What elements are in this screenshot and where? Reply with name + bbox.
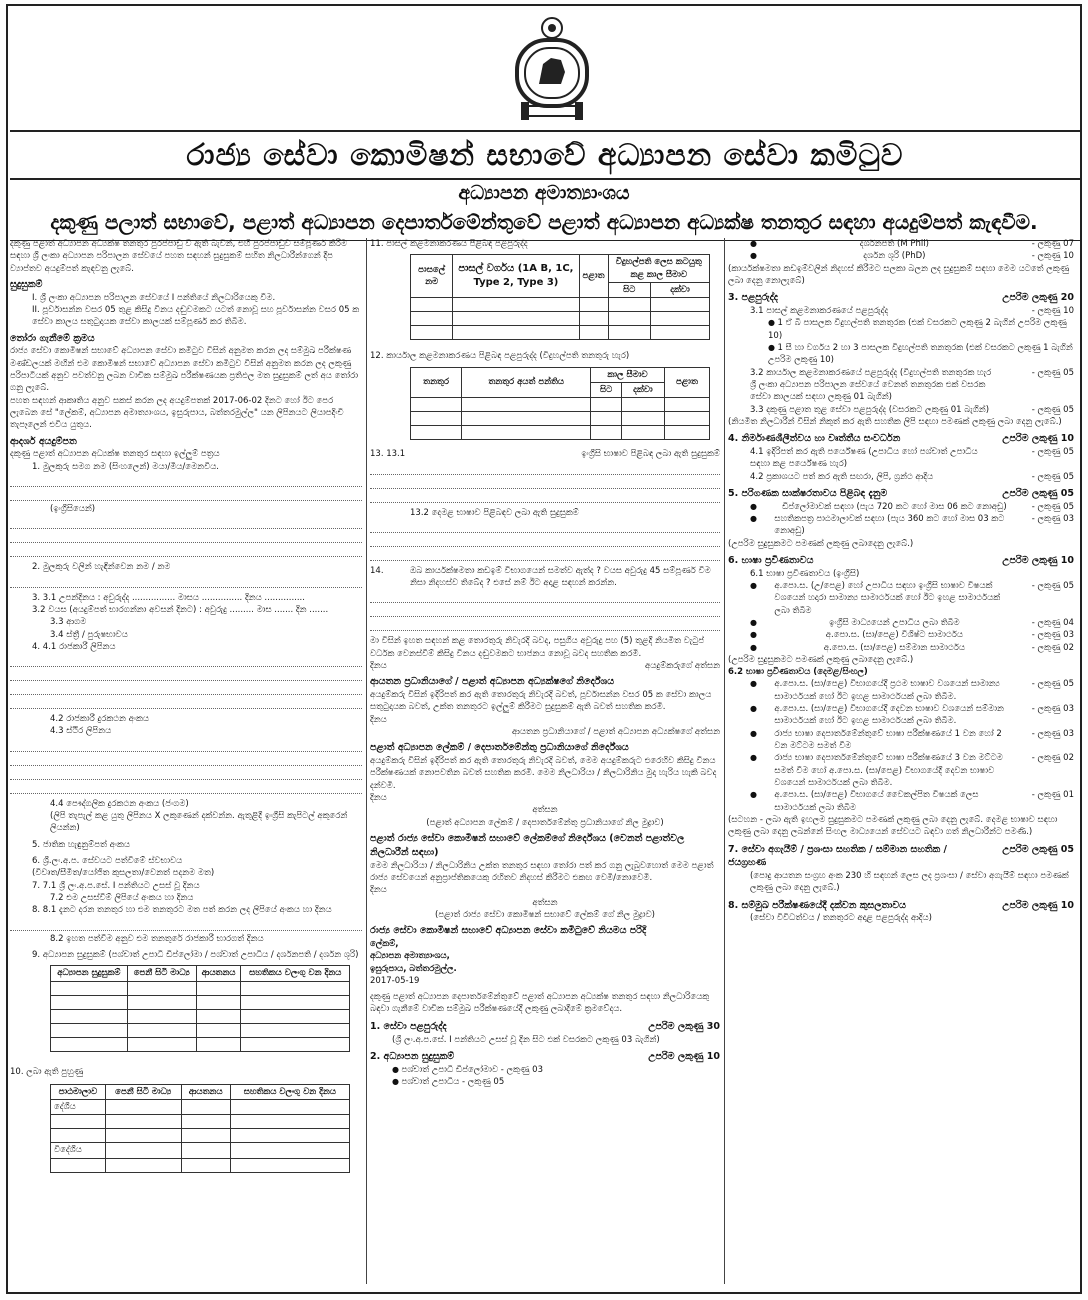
column-1: දකුණු පළාත් අධ්‍යාපන අධ්‍යක්ෂ තනතුර පුරප්පාඩු වී ඇති බැවින්, එහි පුරප්පාඩුව සම්පූර්ණ කිරීම සඳහා ශ්‍රී ලංකා අධ්‍යාපන පරිපාලන සේවයේ පහත සඳහන් සුදුසුකම් සහිත නිලධාරීන්ගෙන් දීප ව්‍යාප්තව අයදුම්පත් කැඳවනු ලැබේ. සුදුසුකම් I. ශ්‍රී ලංකා අධ්‍යාපන පරිපාලන සේවයේ I පන්තියේ නිලධාරියෙකු වීම. II. පූර්වාසන්න වසර 05 තුළ කිසිදු විනය දඬුවමකට යටත් නොවූ සහ පූර්වාසන්න වසර 05 ක සේවා කාලය සතුටුදායක සේවා කාලයක් සම්පූර්ණ කර තිබීම. තෝරා ගැනීමේ ක්‍රමය රාජ්‍ය සේවා කොමිෂන් සභාවේ අධ්‍යාපන සේවා කමිටුව විසින් අනුමත කරන ලද සම්මුඛ පරීක්ෂණ මණ්ඩලයක් මඟින් එම කොමිෂන් සභාවේ අධ්‍යාපන සේවා කමිටුව විසින් අනුමත කරන ලද ලකුණු පරිපාටියක් අනුව පවත්වනු ලබන වාචික සම්මුඛ පරීක්ෂණයක ප්‍රතිඵල මත සුදුසුකම් ලත් අය තෝරා ගනු ලැබේ. පහත සඳහන් ආකෘතිය අනුව සකස් කරන ලද අයදුම්පතක් 2017-06-02 දිනට හෝ ඊට පෙර ලැබෙන සේ "ලේකම්, අධ්‍යාපන අමාත්‍යාංශය, ඉසුරුපාය, බත්තරමුල්ල" යන ලිපිනයට ලියාපදිංචි තැපෑලෙන් එවිය යුතුය. ආදර්ශ අයදුම්පත දකුණු පළාත් අධ්‍යාපන අධ්‍යක්ෂ තනතුර සඳහා ඉල්ලුම් පත්‍රය 1. මුලකුරු සමග නම (සිංහලෙන්) මයා/මිය/මෙනවිය. (ඉංග්‍රීසියෙන්) 2. මුලකුරු වලින් හැඳින්වෙන නම / නම 3. 3.1 උපන්දිනය : අවුරුද්ද ................ මාසය ............... දිනය ............... 3.2 වයස (අයදුම්පත් භාරගන්නා අවසන් දිනට) : අවුරුදු ......... මාස ....... දින ....... 3.3 ආගම 3.4 ස්ත්‍රී / පුරුෂභාවය 4. 4.1 රාජකාරී ලිපිනය 4.2 රාජකාරී දුරකථන අංකය 4.3 ස්ථිර ලිපිනය 4.4 පෞද්ගලික දුරකථන අංකය (ජංගම) (ලිපි තැපැල් කළ යුතු ලිපිනය X ලකුණෙන් දක්වන්න. ඇතුළිදී ඉංග්‍රීසි කැපිටල් අකුරෙන් ලියන්න) 5. ජාතික හැඳුනුම්පත් අංකය 6. ශ්‍රී.ලං.අ.ප. සේවයට පත්වීමේ ස්වභාවය (විවෘත/සීමිත/යෝජිත කුසලතා/වෙනත් පදනම මත) 7. 7.1 ශ්‍රී ලං.අ.ප.සේ. I පන්තියට උසස් වූ දිනය 7.2 එම උසස්වීම් ලිපියේ අංකය හා දිනය 8. 8.1 දැනට දරන තනතුර හා එම තනතුරට මත පත් කරන ලද ලිපියේ අංකය හා දිනය 8.2 ඉහත පත්වීම අනුව එම තනතුරේ රාජකාරී භාරගත් දිනය 9. අධ්‍යාපන සුදුසුකම් (පශ්චාත් උපාධි ඩිප්ලෝමා / පශ්චාත් උපාධිය / දර්ශනපති / දර්ශන ශූරි) අධ්‍යාපන සුදුසුකම් පෙනී සිටි මාධ්‍ය ආයතනය සහතිකය වලංගු වන දිනය 10. ලබා ඇති පුහුණු පාඨමාලාව පෙනී සිටි මාධ්‍ය ආයතනය සහතිකය වලංගු වන දිනය දේශීය විදේශීය (10, 238, 362, 1286)
marking-intro: දකුණු පළාත් අධ්‍යාපන දෙපාර්තමේන්තුවේ පළාත් අධ්‍යාපන අධ්‍යක්ෂ තනතුර සඳහා නිලධාරියෙකු බඳවා ගැනීමේ වාචික සම්මුඛ පරීක්ෂණයේදී ලකුණු ලබාදීමේ ක්‍රමවේදය. (370, 992, 710, 1015)
marking-item: ● දර්ශන ශූරි (PhD) (863, 251, 926, 262)
form-field-label: ස්ත්‍රී / පුරුෂභාවය (66, 629, 128, 640)
form-field-label: අධ්‍යාපන සුදුසුකම් (පශ්චාත් උපාධි ඩිප්ලෝමා / පශ්චාත් උපාධිය / දර්ශනපති / දර්ශන ශූරි) (42, 949, 359, 960)
marks-value: - ලකුණු 10 (1031, 251, 1074, 262)
marking-section: 8. සම්මුඛ පරීක්ෂණයේදී දක්වන කුසලතාවය (728, 899, 907, 911)
marking-section: 5. පරිගණක සාක්ෂරතාවය පිළිබඳ දැනුම (728, 487, 888, 499)
page-subtitle: දකුණු පලාත් සභාවේ, පළාත් අධ්‍යාපන දෙපාර්තමේන්තුවේ පළාත් අධ්‍යාපන අධ්‍යක්ෂ තනතුර සඳහා අයදුම්පත් කැඳවීම. (50, 210, 1038, 234)
table-header: සිට (608, 282, 651, 297)
date-label: දිනය (370, 661, 387, 672)
table-header: පෙනී සිටි මාධ්‍ය (127, 966, 196, 981)
marking-item: 3.2 කාර්යාල කළමනාකරණයේ පළපුරුද්ද (විදුහල්පති තනතුරක හැර ශ්‍රී ලංකා අධ්‍යාපන පරිපාලන සේවයේ වෙනත් තනතුරක එක් වසරක සේවා කාලයක් සඳහා ලකුණු 01 බැගින්) (750, 367, 992, 403)
section-heading: පළාත් අධ්‍යාපන ලේකම් / දෙපාර්තමේන්තු ප්‍රධානියාගේ නිර්දේශය (370, 742, 629, 754)
max-marks: උපරිම ලකුණු 10 (1002, 433, 1074, 445)
list-number: I. (32, 292, 40, 303)
marking-item: ● ඉංග්‍රීසි මාධ්‍යයෙන් උපාධිය ලබා තිබීම (829, 617, 960, 628)
table-header: සහතිකය වලංගු වන දිනය (241, 966, 350, 981)
marking-section: 2. අධ්‍යාපන සුදුසුකම් (370, 1050, 455, 1062)
marks-value: - ලකුණු 05 (1031, 471, 1074, 482)
table-header: සිට (591, 382, 622, 397)
marking-item: 3.1 පාසල් කළමනාකරණයේ පළපුරුද්ද (750, 306, 889, 317)
marks-value: - ලකුණු 07 (1031, 239, 1074, 249)
order-text: රාජ්‍ය සේවා කොමිෂන් සභාවේ අධ්‍යාපන සේවා කමිටුවේ නියමය පරිදි (370, 925, 647, 937)
form-field-label: ජාතික හැඳුනුම්පත් අංකය (42, 839, 131, 850)
form-intro: දකුණු පළාත් අධ්‍යාපන අධ්‍යක්ෂ තනතුර සඳහා ඉල්ලුම් පත්‍රය (10, 449, 220, 460)
column-3 (728, 238, 1074, 1286)
table-header: ආයතනය (196, 966, 241, 981)
marking-note: (නියමිත නිලධාරීන් විසින් නිකුත් කර ඇති සහතික ලිපි සඳහා පමණක් ලකුණු ලබා දෙනු ලැබේ.) (728, 416, 1062, 427)
table-header: සහතිකය වලංගු වන දිනය (230, 1084, 349, 1099)
marking-item: ● රාජ්‍ය භාෂා දෙපාර්තමේන්තුවේ භාෂා පරීක්ෂණයේ 3 වන මට්ටම සමත් වීම හෝ අ.පො.ස. (සා/පෙළ) විභාගයේදී දෙවන භාෂාව වශයෙන් සාමාර්ථයක් ලබා තිබීම. (774, 753, 1003, 788)
max-marks: උපරිම ලකුණු 10 (1002, 899, 1074, 911)
intro-text: දකුණු පළාත් අධ්‍යාපන අධ්‍යක්ෂ තනතුර පුරප්පාඩු වී ඇති බැවින්, එහි පුරප්පාඩුව සම්පූර්ණ කිරීම සඳහා ශ්‍රී ලංකා අධ්‍යාපන පරිපාලන සේවයේ පහත සඳහන් සුදුසුකම් සහිත නිලධාරීන්ගෙන් දීප ව්‍යාප්තව අයදුම්පත් කැඳවනු ලැබේ. (10, 239, 347, 274)
marking-section: 6. භාෂා ප්‍රවීණතාවය (728, 554, 814, 566)
max-marks: උපරිම ලකුණු 10 (648, 1050, 720, 1062)
table-header: පාඨමාලාව (51, 1084, 106, 1099)
section-heading: පළාත් රාජ්‍ය සේවා කොමිෂන් සභාවේ ලේකම්ගේ නිර්දේශය (වෙනත් පළාත්වල නිලධාරීන් සඳහා) (370, 833, 685, 858)
marks-value: - ලකුණු 05 (1031, 501, 1074, 512)
signer-date: 2017-05-19 (370, 975, 420, 986)
max-marks: උපරිම ලකුණු 05 (1002, 843, 1074, 855)
selection-text: රාජ්‍ය සේවා කොමිෂන් සභාවේ අධ්‍යාපන සේවා කමිටුව විසින් අනුමත කරන ලද සම්මුඛ පරීක්ෂණ මණ්ඩලයක් මඟින් එම කොමිෂන් සභාවේ අධ්‍යාපන සේවා කමිටුව විසින් අනුමත කරන ලද ලකුණු පරිපාටියක් අනුව පවත්වනු ලබන වාචික සම්මුඛ පරීක්ෂණයක ප්‍රතිඵල මත සුදුසුකම් ලත් අය තෝරා ගනු ලැබේ. (10, 346, 358, 394)
form-field-label: 13.2 දෙමළ භාෂාව පිළිබඳව ලබා ඇති සුදුසුකම් (410, 507, 579, 518)
seal-label: (පළාත් රාජ්‍ය සේවා කොමිෂන් සභාවේ ලේකම් ගේ නිල මුද්‍රාව) (435, 909, 655, 920)
form-field-label: ඉහත පත්වීම අනුව එම තනතුරේ රාජකාරී භාරගත් දිනය (66, 933, 264, 944)
form-field-label: ස්ථිර ලිපිනය (66, 726, 112, 737)
max-marks: උපරිම ලකුණු 10 (1002, 554, 1074, 566)
marks-value: - ලකුණු 05 (1031, 679, 1074, 690)
table-header: විදුහල්පති ලෙස කටයුතු කළ කාල සීමාව (608, 255, 710, 283)
form-field-label: ආගම (66, 617, 87, 628)
marking-item: ● 1 ඒ බී පාසලක විදුහල්පති තනතුරක (එක් වසරකට ලකුණු 2 බැගින් උපරිම ලකුණු 10) (728, 317, 1074, 342)
form-field-label: පාසල් කළමනාකරණය පිළිබඳ පළපුරුද්ද (386, 239, 528, 249)
training-table (50, 1084, 350, 1173)
form-field-label: (ඉංග්‍රීසියෙන්) (50, 503, 96, 514)
table-header: තනතුර (411, 367, 462, 398)
marks-value: - ලකුණු 05 (1031, 580, 1074, 591)
declaration-text: මා විසින් ඉහත සඳහන් කළ තොරතුරු නිවැරදි බවද, පසුගිය අවුරුදු පහ (5) තුළදී නියමිත වැටුප් වර්ධක වෙනස්වීම් කිසිදු විනය දඬුවමකට භාජනය නොවූ බවද සහතික කරමි. (370, 636, 705, 659)
recommendation-text: මෙම නිලධාරියා / නිලධාරිනිය උක්ත තනතුර සඳහා තෝරා පත් කර ගනු ලැබුවහොත් මෙම පළාත් රාජ්‍ය සේවයෙන් අනුප්‍රාප්තිකයෙකු රහිතව නිදහස් කිරීමට එකඟ වෙමි/නොවෙමි. (370, 860, 714, 883)
signature-label: අයදුම්කරුගේ අත්සන (645, 661, 720, 672)
recommendation-text: අයදුම්කරු විසින් ඉදිරිපත් කර ඇති තොරතුරු නිවැරදි බවත්, පූර්වාසන්න වසර 05 ක සේවා කාලය සතුටුදායක බවත්, උක්ත තනතුරට ඉල්ලුම් කිරීමට සුදුසුකම් ඇති බවත් සහතික කරමි. (370, 690, 712, 713)
marking-item: ● රාජ්‍ය භාෂා දෙපාර්තමේන්තුවේ භාෂා පරීක්ෂණයේ 1 වන හෝ 2 වන මට්ටම සමත් වීම (774, 728, 1002, 751)
marking-item: ● අ.පො.ස. (සා/පෙළ) සම්මාන සාමාර්ථය (823, 642, 965, 653)
marking-item: ● අ.පො.ස. (සා/පෙළ) විභාගයේ වෛකල්පිත විෂයක් ලෙස සාමාර්ථයක් ලබා තිබීම (774, 790, 979, 813)
marking-item: ● අ.පො.ස. (සා/පෙළ) විභාගයේදී දෙවන භාෂාව වශයෙන් සම්මාන සාමාර්ථයක් හෝ ඊට ඉහළ සාමාර්ථයක් ලබා තිබීම. (774, 704, 1004, 727)
signer-address: ඉසුරුපාය, බත්තරමුල්ල. (370, 963, 457, 974)
form-note: (ලිපි තැපැල් කළ යුතු ලිපිනය X ලකුණෙන් දක්වන්න. ඇතුළිදී ඉංග්‍රීසි කැපිටල් අකුරෙන් ලියන්න) (50, 811, 348, 834)
marking-item: 3.3 දකුණු පළාත තුළ සේවා පළපුරුද්ද (වසරකට ලකුණු 01 බැගින්) (750, 404, 990, 415)
seal-label: (පළාත් අධ්‍යාපන ලේකම් / දෙපාර්තමේන්තු ප්‍රධානියාගේ නිල මුද්‍රාව) (426, 817, 664, 828)
table-header: පෙනී සිටි මාධ්‍ය (105, 1084, 181, 1099)
apply-text: පහත සඳහන් ආකෘතිය අනුව සකස් කරන ලද අයදුම්පතක් 2017-06-02 දිනට හෝ ඊට පෙර ලැබෙන සේ "ලේකම්, අධ්‍යාපන අමාත්‍යාංශය, ඉසුරුපාය, බත්තරමුල්ල" යන ලිපිනයට ලියාපදිංචි තැපෑලෙන් එවිය යුතුය. (10, 395, 344, 431)
marking-note: (උපරිම සුදුසුකමට පමණක් ලකුණු ලබාදෙනු ලැබේ.) (728, 538, 914, 549)
column-divider (366, 238, 367, 1284)
list-number: II. (32, 305, 43, 316)
form-field-label: ශ්‍රී ලං.අ.ප.සේ. I පන්තියට උසස් වූ දිනය (59, 880, 200, 891)
marking-item: ● සහතිකපත්‍ර පාඨමාලාවක් සඳහා (පැය 360 කට හෝ මාස 03 කට නොඅඩු) (774, 513, 1005, 537)
form-field-label: ලබා ඇති පුහුණු (26, 1066, 84, 1077)
recommendation-text: අයදුම්කරු විසින් ඉදිරිපත් කර ඇති තොරතුරු නිවැරදි බවත්, මෙම අයදුම්කරුට එරෙහිව කිසිදු විනය පරීක්ෂණයක් නොපවතින බවත් සහතික කරමි. මෙම නිලධාරියා / නිලධාරිනිය මුදා හැරිය හැකි බවද දන්වමි. (370, 756, 717, 791)
marks-value: - ලකුණු 02 (1031, 642, 1074, 653)
marking-item: ● අ.පො.ස. (සා/පෙළ) විශිෂ්ට සාමාර්ථය (825, 630, 963, 641)
form-field-label: වයස (අයදුම්පත් භාරගන්නා අවසන් දිනට) : අවුරුදු ......... මාස ....... දින ....... (48, 604, 329, 615)
marking-note: (සටහන - ලබා ඇති ඉහලම සුදුසුකමට පමණක් ලකුණු ලබා දෙනු ලැබේ. දෙමළ භාෂාව සඳහා ලකුණු ලබා දෙනු ලබන්නේ සිංහල මාධ්‍යයෙන් සේවයට බඳවා ගත් නිලධාරීන්ට පමණි.) (728, 814, 1058, 838)
signature-label: ආයතන ප්‍රධානියාගේ / පළාත් අධ්‍යාපන අධ්‍යක්ෂගේ අත්සන (512, 727, 720, 738)
form-field-label: උපන්දිනය : අවුරුද්ද ................ මාසය ............... දිනය ............... (59, 592, 305, 603)
form-field-label: ඔබ කාර්යක්ෂමතා කඩඉම් විභාගයෙන් සමත්ව ඇත්ද ? වයස අවුරුදු 45 සම්පූර්ණ වීම නිසා නිදහස්ව තිබේද ? එසේ නම් ඊට අදාළ සඳහන් කරන්න. (410, 565, 711, 589)
marks-value: - ලකුණු 05 (1031, 404, 1074, 415)
form-field-label: ඉංග්‍රීසි භාෂාව පිළිබඳ ලබා ඇති සුදුසුකම් (581, 449, 720, 460)
marking-item: 4.1 ඉදිරිපත් කර ඇති පර්යේෂණ (උපාධිය හෝ පශ්චාත් උපාධිය සඳහා කළ පර්යේෂණ හැර) (750, 446, 978, 470)
marks-value: - ලකුණු 03 (500, 1064, 543, 1075)
marking-item: 4.2 ප්‍රකාශයට පත් කර ඇති සඟරා, ලිපි, ග්‍රන්ථ ආදිය (750, 471, 934, 482)
table-header: ආයතනය (181, 1084, 230, 1099)
marks-value: - ලකුණු 03 (1031, 630, 1074, 641)
table-cell: දේශීය (51, 1100, 106, 1115)
marking-item: ● අ.පො.ස. (සා/පෙළ) විභාගයේදී ප්‍රථම භාෂාව වශයෙන් සාමාන්‍ය සාමාර්ථයක් හෝ ඊට ඉහළ සාමාර්ථයක් ලබා තිබීම. (774, 679, 1000, 702)
marks-value: - ලකුණු 02 (1031, 753, 1074, 764)
ministry-name: අධ්‍යාපන අමාත්‍යාංශය (458, 182, 630, 204)
table-header: පාසලේ නම (411, 255, 453, 298)
form-field-label: පෞද්ගලික දුරකථන අංකය (ජංගම) (66, 798, 189, 809)
marks-value: - ලකුණු 05 (1031, 446, 1074, 457)
marking-item: ● දර්ශනපති (M Phil) (859, 239, 929, 249)
marking-note: (පොදු ආයතන සංග්‍රහ අංක 230 හි සඳහන් ලෙස ලද ප්‍රශංසා / සේවා අගැයීම් සඳහා පමණක් ලකුණු ලබා දෙනු ලැබේ.) (750, 871, 1069, 894)
marking-item: ● අ.පො.ස. (උ/පෙළ) හෝ උපාධිය සඳහා ඉංග්‍රීසි භාෂාව විෂයක් වශයෙන් හදාරා සාමාන්‍ය සාමාර්ථයක් හෝ ඊට ඉහළ සාමාර්ථයක් ලබා තිබීම (774, 580, 1001, 616)
marking-note: (ශ්‍රී ලං.අ.ප.සේ. I පන්තියට උසස් වූ දින සිට එක් වසරකට ලකුණු 03 බැගින්) (392, 1034, 660, 1045)
max-marks: උපරිම ලකුණු 05 (1002, 487, 1074, 499)
date-label: දිනය (370, 714, 387, 725)
marks-value: - ලකුණු 05 (462, 1076, 505, 1087)
marks-value: - ලකුණු 05 (1031, 367, 1074, 378)
marking-item: ● 1 සී හා වර්ගය 2 හා 3 පාසලක විදුහල්පති තනතුරක (එක් වසරකට ලකුණු 1 බැගින් උපරිම ලකුණු 10) (728, 342, 1074, 367)
marks-value: - ලකුණු 04 (1031, 617, 1074, 628)
marking-section: 3. පළපුරුද්ද (728, 292, 779, 304)
form-field-label: එම උසස්වීම් ලිපියේ අංකය හා දිනය (66, 892, 194, 903)
table-header: දක්වා (622, 382, 665, 397)
form-field-label: කාර්යාල කළමනාකරණය පිළිබඳ පළපුරුද්ද (විදුහල්පති තනතුරු හැර) (386, 351, 630, 362)
table-header: අධ්‍යාපන සුදුසුකම් (51, 966, 128, 981)
date-label: දිනය (370, 793, 387, 804)
qualifications-table (50, 965, 350, 1051)
table-header: දක්වා (651, 282, 710, 297)
marks-value: - ලකුණු 01 (1031, 790, 1074, 801)
form-field-label: රාජකාරී දුරකථන අංකය (66, 714, 150, 725)
section-heading: සුදුසුකම් (10, 278, 43, 290)
marking-note: (සේවා විවිධත්වය / තනතුරට අදාළ පළපුරුද්ද ආදිය) (750, 913, 932, 924)
qualification-item: පූර්වාසන්න වසර 05 තුළ කිසිදු විනය දඬුවමකට යටත් නොවූ සහ පූර්වාසන්න වසර 05 ක සේවා කාලය සතුටුදායක සේවා කාලයක් සම්පූර්ණ කර තිබීම. (32, 305, 360, 328)
marks-value: - ලකුණු 03 (1031, 704, 1074, 715)
form-field-label: දැනට දරන තනතුර හා එම තනතුරට මත පත් කරන ලද ලිපියේ අංකය හා දිනය (59, 905, 332, 916)
school-experience-table (410, 254, 710, 340)
signer-office: අධ්‍යාපන අමාත්‍යාංශය, (370, 951, 450, 962)
section-heading: ආයතන ප්‍රධානියාගේ / පළාත් අධ්‍යාපන අධ්‍යක්ෂගේ නිර්දේශය (370, 676, 615, 688)
marking-item: පශ්චාත් උපාධිය (401, 1076, 460, 1087)
marks-value: - ලකුණු 03 (1031, 513, 1074, 524)
table-header: තනතුර අයත් පන්තිය (462, 367, 591, 398)
table-header: පාසල් වර්ගය (1A B, 1C, Type 2, Type 3) (453, 255, 579, 298)
marking-subsection: 6.1 භාෂා ප්‍රවීණතාවය (ඉංග්‍රීසි) (750, 568, 860, 579)
marking-note: (උපරිම සුදුසුකමට පමණක් ලකුණු ලබාදෙනු ලැබේ.) (728, 654, 914, 665)
max-marks: උපරිම ලකුණු 20 (1002, 292, 1074, 304)
form-field-label: ශ්‍රී.ලං.අ.ප. සේවයට පත්වීමේ ස්වභාවය (42, 856, 183, 867)
form-note: (විවෘත/සීමිත/යෝජිත කුසලතා/වෙනත් පදනම මත) (32, 868, 215, 879)
date-label: දිනය (370, 885, 387, 896)
table-cell: විදේශීය (51, 1143, 106, 1158)
form-field-label: රාජකාරී ලිපිනය (59, 641, 116, 652)
column-2: 11. පාසල් කළමනාකරණය පිළිබඳ පළපුරුද්ද පාසලේ නම පාසල් වර්ගය (1A B, 1C, Type 2, Type 3) පළාත විදුහල්පති ලෙස කටයුතු කළ කාල සීමාව සිට දක්වා 12. කාර්යාල කළමනාකරණය පිළිබඳ පළපුරුද්ද (විදුහල්පති තනතුරු හැර) තනතුර තනතුර අයත් පන්තිය කාල සීමාව පළාත සිට දක්වා 13. 13.1 ඉංග්‍රීසි භාෂාව පිළිබඳ ලබා ඇති සුදුසුකම් 13.2 දෙමළ භාෂාව පිළිබඳව ලබා ඇති සුදුසුකම් 14. ඔබ කාර්යක්ෂමතා කඩඉම් විභාගයෙන් සමත්ව ඇත්ද ? වයස අවුරුදු 45 සම්පූර්ණ වීම නිසා නිදහස්ව තිබේද ? එසේ නම් ඊට අදාළ සඳහන් කරන්න. මා විසින් ඉහත සඳහන් කළ තොරතුරු නිවැරදි බවද, පසුගිය අවුරුදු පහ (5) තුළදී නියමිත වැටුප් වර්ධක වෙනස්වීම් කිසිදු විනය දඬුවමකට භාජනය නොවූ බවද සහතික කරමි. දිනය අයදුම්කරුගේ අත්සන ආයතන ප්‍රධානියාගේ / පළාත් අධ්‍යාපන අධ්‍යක්ෂගේ නිර්දේශය අයදුම්කරු විසින් ඉදිරිපත් කර ඇති තොරතුරු නිවැරදි බවත්, පූර්වාසන්න වසර 05 ක සේවා කාලය සතුටුදායක බවත්, උක්ත තනතුරට ඉල්ලුම් කිරීමට සුදුසුකම් ඇති බවත් සහතික කරමි. දිනය ආයතන ප්‍රධානියාගේ / පළාත් අධ්‍යාපන අධ්‍යක්ෂගේ අත්සන පළාත් අධ්‍යාපන ලේකම් / දෙපාර්තමේන්තු ප්‍රධානියාගේ නිර්දේශය අයදුම්කරු විසින් ඉදිරිපත් කර ඇති තොරතුරු නිවැරදි බවත්, මෙම අයදුම්කරුට එරෙහිව කිසිදු විනය පරීක්ෂණයක් නොපවතින බවත් සහතික කරමි. මෙම නිලධාරියා / නිලධාරිනිය මුදා හැරිය හැකි බවද දන්වමි. දිනය අත්සන (පළාත් අධ්‍යාපන ලේකම් / දෙපාර්තමේන්තු ප්‍රධානියාගේ නිල මුද්‍රාව) පළාත් රාජ්‍ය සේවා කොමිෂන් සභාවේ ලේකම්ගේ නිර්දේශය (වෙනත් පළාත්වල නිලධාරීන් සඳහා) මෙම නිලධාරියා / නිලධාරිනිය උක්ත තනතුර සඳහා තෝරා පත් කර ගනු ලැබුවහොත් මෙම පළාත් රාජ්‍ය සේවයෙන් අනුප්‍රාප්තිකයෙකු රහිතව නිදහස් කිරීමට එකඟ වෙමි/නොවෙමි. දිනය අත්සන (පළාත් රාජ්‍ය සේවා කොමිෂන් සභාවේ ලේකම් ගේ නිල මුද්‍රාව) රාජ්‍ය සේවා කොමිෂන් සභාවේ අධ්‍යාපන සේවා කමිටුවේ නියමය පරිදි ලේකම්, අධ්‍යාපන අමාත්‍යාංශය, ඉසුරුපාය, බත්තරමුල්ල. 2017-05-19 දකුණු පළාත් අධ්‍යාපන දෙපාර්තමේන්තුවේ පළාත් අධ්‍යාපන අධ්‍යක්ෂ තනතුර සඳහා නිලධාරියෙකු බඳවා ගැනීමේ වාචික සම්මුඛ පරීක්ෂණයේදී ලකුණු ලබාදීමේ ක්‍රමවේදය. 1. සේවා පළපුරුද්ද උපරිම ලකුණු 30 (ශ්‍රී ලං.අ.ප.සේ. I පන්තියට උසස් වූ දින සිට එක් වසරකට ලකුණු 03 බැගින්) 2. අධ්‍යාපන සුදුසුකම් උපරිම ලකුණු 10 ● පශ්චාත් උපාධි ඩිප්ලෝමාව - ලකුණු 03 ● පශ්චාත් උපාධිය - ලකුණු 05 (370, 238, 720, 1286)
max-marks: උපරිම ලකුණු 30 (648, 1020, 720, 1032)
form-field-label: මුලකුරු සමග නම (සිංහලෙන්) මයා/මිය/මෙනවිය. (42, 461, 220, 472)
marking-section: 4. නිර්මාණශීලීත්වය හා වෘත්තීය සංවර්ධන (728, 433, 901, 445)
qualification-item: ශ්‍රී ලංකා අධ්‍යාපන පරිපාලන සේවයේ I පන්තියේ නිලධාරියෙකු වීම. (39, 292, 276, 303)
marking-item: පශ්චාත් උපාධි ඩිප්ලෝමාව (401, 1064, 499, 1075)
signer-title: ලේකම්, (370, 938, 399, 949)
section-heading: තෝරා ගැනීමේ ක්‍රමය (10, 332, 95, 344)
marking-item: ● ඩිප්ලෝමාවක් සඳහා (පැය 720 කට හෝ මාස 06 කට නොඅඩු) (782, 501, 1007, 512)
marks-value: - ලකුණු 03 (1031, 728, 1074, 739)
marking-note: (කාර්යක්ෂමතා කඩඉම්වලින් නිදහස් කිරීමට සලකා බලන ලද සුදුසුකම් සඳහා මෙම යටතේ ලකුණු ලබා දෙනු නොලැබේ) (728, 263, 1070, 286)
signature-label: අත්සන (532, 805, 558, 816)
marking-section: 7. සේවා අගැයීම් / ප්‍රශංසා සහතික / සම්මාන සහතික / ජයග්‍රහණ (728, 843, 948, 869)
signature-label: අත්සන (532, 897, 558, 908)
table-header: කාල සීමාව (591, 367, 665, 382)
table-header: පළාත (664, 367, 709, 398)
form-field-label: මුලකුරු වලින් හැඳින්වෙන නම / නම (42, 562, 171, 573)
column-divider (724, 238, 725, 1284)
section-heading: ආදර්ශ අයදුම්පත (10, 435, 77, 447)
marks-value: - ලකුණු 10 (1031, 306, 1074, 317)
national-emblem-icon (513, 14, 591, 124)
table-header: පළාත (579, 255, 608, 298)
office-experience-table (410, 367, 710, 441)
marking-subsection: 6.2 භාෂා ප්‍රවීණතාවය (දෙමළ/සිංහල) (728, 667, 868, 678)
page-title: රාජ්‍ය සේවා කොමිෂන් සභාවේ අධ්‍යාපන සේවා කමිටුව (10, 130, 1080, 180)
marking-section: 1. සේවා පළපුරුද්ද (370, 1020, 447, 1032)
